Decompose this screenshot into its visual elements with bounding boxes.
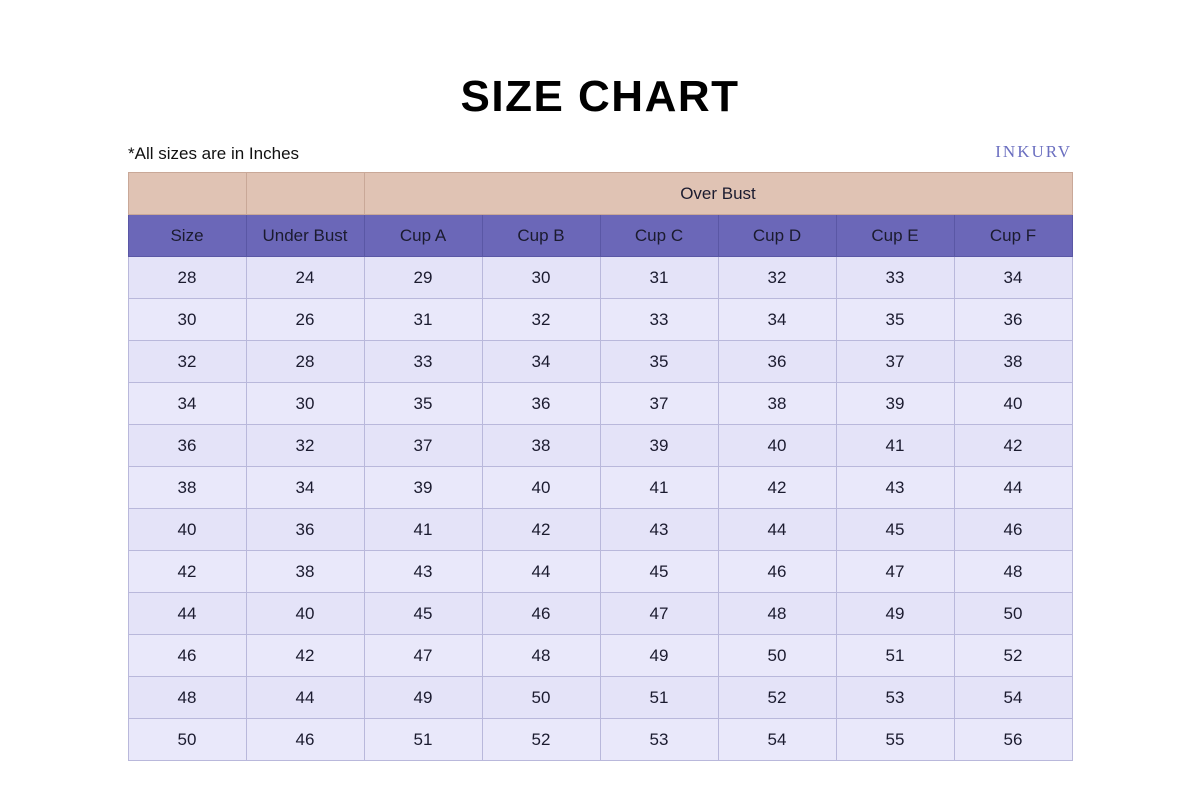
cell-under-bust: 38	[246, 551, 364, 593]
table-head	[128, 173, 1072, 257]
column-header-row	[128, 215, 1072, 257]
cell-cup-c: 53	[600, 719, 718, 761]
column-header-cup-d: Cup D	[718, 215, 836, 257]
cell-cup-e: 37	[836, 341, 954, 383]
cell-cup-c: 51	[600, 677, 718, 719]
cell-cup-e: 39	[836, 383, 954, 425]
cell-cup-b: 50	[482, 677, 600, 719]
cell-cup-b: 36	[482, 383, 600, 425]
cell-cup-a: 41	[364, 509, 482, 551]
cell-cup-a: 49	[364, 677, 482, 719]
cell-cup-d: 42	[718, 467, 836, 509]
table-row	[128, 299, 1072, 341]
table-row	[128, 551, 1072, 593]
cell-cup-d: 38	[718, 383, 836, 425]
cell-cup-a: 29	[364, 257, 482, 299]
cell-cup-b: 30	[482, 257, 600, 299]
cell-cup-d: 54	[718, 719, 836, 761]
cell-cup-e: 55	[836, 719, 954, 761]
cell-cup-d: 32	[718, 257, 836, 299]
cell-size: 50	[128, 719, 246, 761]
cell-cup-f: 34	[954, 257, 1072, 299]
cell-cup-b: 40	[482, 467, 600, 509]
table-body	[128, 257, 1072, 761]
cell-under-bust: 30	[246, 383, 364, 425]
brand-logo: INKURV	[995, 142, 1072, 161]
cell-cup-f: 40	[954, 383, 1072, 425]
cell-cup-f: 36	[954, 299, 1072, 341]
cell-cup-a: 31	[364, 299, 482, 341]
cell-cup-b: 48	[482, 635, 600, 677]
column-header-cup-a: Cup A	[364, 215, 482, 257]
cell-cup-c: 49	[600, 635, 718, 677]
cell-cup-d: 34	[718, 299, 836, 341]
cell-cup-f: 48	[954, 551, 1072, 593]
cell-under-bust: 42	[246, 635, 364, 677]
table-row	[128, 677, 1072, 719]
cell-cup-f: 42	[954, 425, 1072, 467]
cell-cup-e: 47	[836, 551, 954, 593]
cell-size: 46	[128, 635, 246, 677]
cell-under-bust: 28	[246, 341, 364, 383]
page-title: SIZE CHART	[460, 72, 740, 121]
cell-size: 38	[128, 467, 246, 509]
cell-cup-e: 53	[836, 677, 954, 719]
cell-under-bust: 44	[246, 677, 364, 719]
cell-cup-b: 46	[482, 593, 600, 635]
cell-size: 48	[128, 677, 246, 719]
cell-cup-b: 38	[482, 425, 600, 467]
table-row	[128, 467, 1072, 509]
cell-cup-a: 37	[364, 425, 482, 467]
cell-cup-b: 52	[482, 719, 600, 761]
cell-cup-d: 52	[718, 677, 836, 719]
cell-cup-a: 45	[364, 593, 482, 635]
table-row	[128, 509, 1072, 551]
cell-cup-c: 31	[600, 257, 718, 299]
cell-size: 32	[128, 341, 246, 383]
table-row	[128, 593, 1072, 635]
units-note: *All sizes are in Inches	[128, 144, 300, 163]
cell-cup-d: 44	[718, 509, 836, 551]
cell-cup-c: 45	[600, 551, 718, 593]
cell-cup-a: 47	[364, 635, 482, 677]
cell-cup-e: 41	[836, 425, 954, 467]
group-header-blank-size	[128, 173, 246, 215]
cell-cup-a: 33	[364, 341, 482, 383]
cell-cup-d: 46	[718, 551, 836, 593]
size-chart-table	[128, 172, 1073, 761]
column-header-cup-c: Cup C	[600, 215, 718, 257]
cell-cup-f: 52	[954, 635, 1072, 677]
cell-cup-f: 50	[954, 593, 1072, 635]
group-header-blank-underbust	[246, 173, 364, 215]
table-row	[128, 341, 1072, 383]
group-header-over-bust: Over Bust	[364, 173, 1072, 215]
cell-size: 28	[128, 257, 246, 299]
column-header-under-bust: Under Bust	[246, 215, 364, 257]
cell-cup-c: 39	[600, 425, 718, 467]
cell-cup-d: 40	[718, 425, 836, 467]
cell-cup-d: 48	[718, 593, 836, 635]
cell-cup-b: 34	[482, 341, 600, 383]
cell-size: 44	[128, 593, 246, 635]
table-row	[128, 383, 1072, 425]
cell-cup-e: 49	[836, 593, 954, 635]
table-row	[128, 257, 1072, 299]
cell-under-bust: 40	[246, 593, 364, 635]
cell-cup-a: 51	[364, 719, 482, 761]
cell-cup-b: 42	[482, 509, 600, 551]
cell-under-bust: 32	[246, 425, 364, 467]
cell-cup-c: 33	[600, 299, 718, 341]
cell-cup-e: 45	[836, 509, 954, 551]
cell-cup-e: 51	[836, 635, 954, 677]
table-row	[128, 719, 1072, 761]
table-row	[128, 635, 1072, 677]
cell-cup-f: 56	[954, 719, 1072, 761]
table-row	[128, 425, 1072, 467]
cell-cup-d: 36	[718, 341, 836, 383]
cell-under-bust: 36	[246, 509, 364, 551]
cell-cup-b: 44	[482, 551, 600, 593]
cell-cup-f: 54	[954, 677, 1072, 719]
cell-under-bust: 46	[246, 719, 364, 761]
cell-cup-f: 46	[954, 509, 1072, 551]
cell-cup-c: 47	[600, 593, 718, 635]
cell-size: 30	[128, 299, 246, 341]
cell-under-bust: 26	[246, 299, 364, 341]
cell-cup-c: 41	[600, 467, 718, 509]
cell-under-bust: 24	[246, 257, 364, 299]
cell-cup-d: 50	[718, 635, 836, 677]
cell-under-bust: 34	[246, 467, 364, 509]
cell-cup-a: 35	[364, 383, 482, 425]
cell-cup-f: 44	[954, 467, 1072, 509]
cell-cup-f: 38	[954, 341, 1072, 383]
column-header-cup-e: Cup E	[836, 215, 954, 257]
cell-cup-e: 33	[836, 257, 954, 299]
cell-size: 42	[128, 551, 246, 593]
group-header-row	[128, 173, 1072, 215]
cell-cup-c: 43	[600, 509, 718, 551]
cell-cup-c: 37	[600, 383, 718, 425]
cell-cup-e: 43	[836, 467, 954, 509]
subheader	[128, 142, 1072, 162]
cell-size: 34	[128, 383, 246, 425]
cell-cup-b: 32	[482, 299, 600, 341]
cell-cup-a: 39	[364, 467, 482, 509]
cell-size: 40	[128, 509, 246, 551]
column-header-size: Size	[128, 215, 246, 257]
column-header-cup-b: Cup B	[482, 215, 600, 257]
cell-cup-e: 35	[836, 299, 954, 341]
column-header-cup-f: Cup F	[954, 215, 1072, 257]
cell-cup-c: 35	[600, 341, 718, 383]
cell-cup-a: 43	[364, 551, 482, 593]
cell-size: 36	[128, 425, 246, 467]
